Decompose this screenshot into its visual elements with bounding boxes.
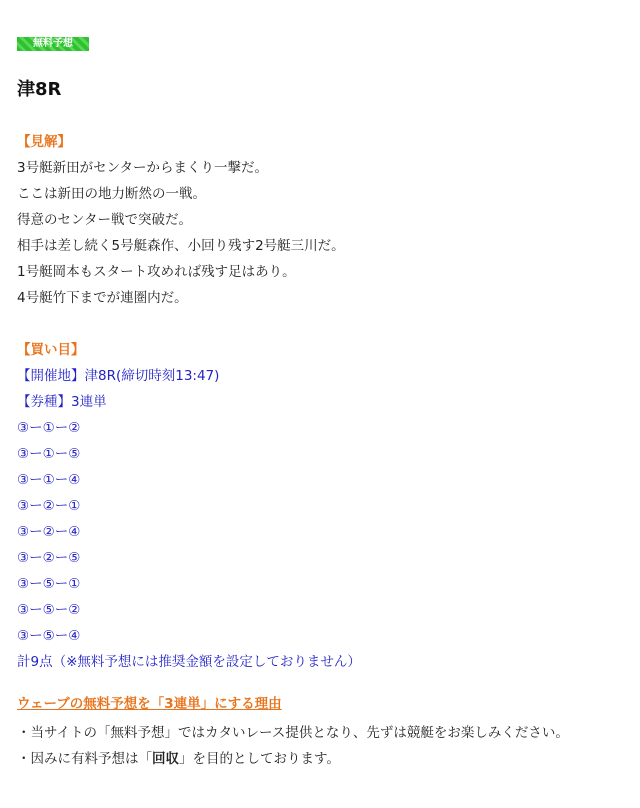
reason-heading: ウェーブの無料予想を「3連単」にする理由 (17, 696, 282, 712)
bet-combination: ③ー①ー⑤ (17, 446, 81, 462)
bet-type: 【券種】3連単 (17, 394, 107, 410)
bet-combination: ③ー①ー④ (17, 472, 81, 488)
race-title: 津8R (17, 79, 62, 100)
note-text: ・因みに有料予想は「 (17, 751, 152, 767)
analysis-heading: 【見解】 (17, 134, 71, 150)
reason-note: ・当サイトの「無料予想」ではカタいレース提供となり、先ずは競艇をお楽しみください。 (17, 725, 569, 741)
reason-notes (17, 720, 569, 772)
note-text: 」を目的としております。 (179, 751, 340, 767)
bets-heading: 【買い目】 (17, 342, 85, 358)
note-emphasis: 回収 (152, 751, 179, 767)
analysis-line: 1号艇岡本もスタート攻めれば残す足はあり。 (17, 264, 296, 280)
bet-total: 計9点（※無料予想には推奨金額を設定しておりません） (17, 654, 361, 670)
bets-section (17, 337, 361, 675)
bet-combination: ③ー①ー② (17, 420, 81, 436)
analysis-line: ここは新田の地力断然の一戦。 (17, 186, 206, 202)
free-prediction-badge: 無料予想 (17, 37, 89, 51)
bet-combination: ③ー⑤ー① (17, 576, 81, 592)
reason-note (17, 746, 569, 772)
bet-combination: ③ー②ー④ (17, 524, 81, 540)
venue-info: 【開催地】津8R(締切時刻13:47) (17, 368, 220, 384)
analysis-line: 4号艇竹下までが連圏内だ。 (17, 290, 188, 306)
analysis-line: 相手は差し続く5号艇森作、小回り残す2号艇三川だ。 (17, 238, 345, 254)
bet-combination: ③ー⑤ー② (17, 602, 81, 618)
analysis-line: 3号艇新田がセンターからまくり一撃だ。 (17, 160, 269, 176)
analysis-section (17, 129, 345, 311)
bet-combination: ③ー⑤ー④ (17, 628, 81, 644)
analysis-line: 得意のセンター戦で突破だ。 (17, 212, 192, 228)
bet-combination: ③ー②ー① (17, 498, 81, 514)
bet-combination: ③ー②ー⑤ (17, 550, 81, 566)
